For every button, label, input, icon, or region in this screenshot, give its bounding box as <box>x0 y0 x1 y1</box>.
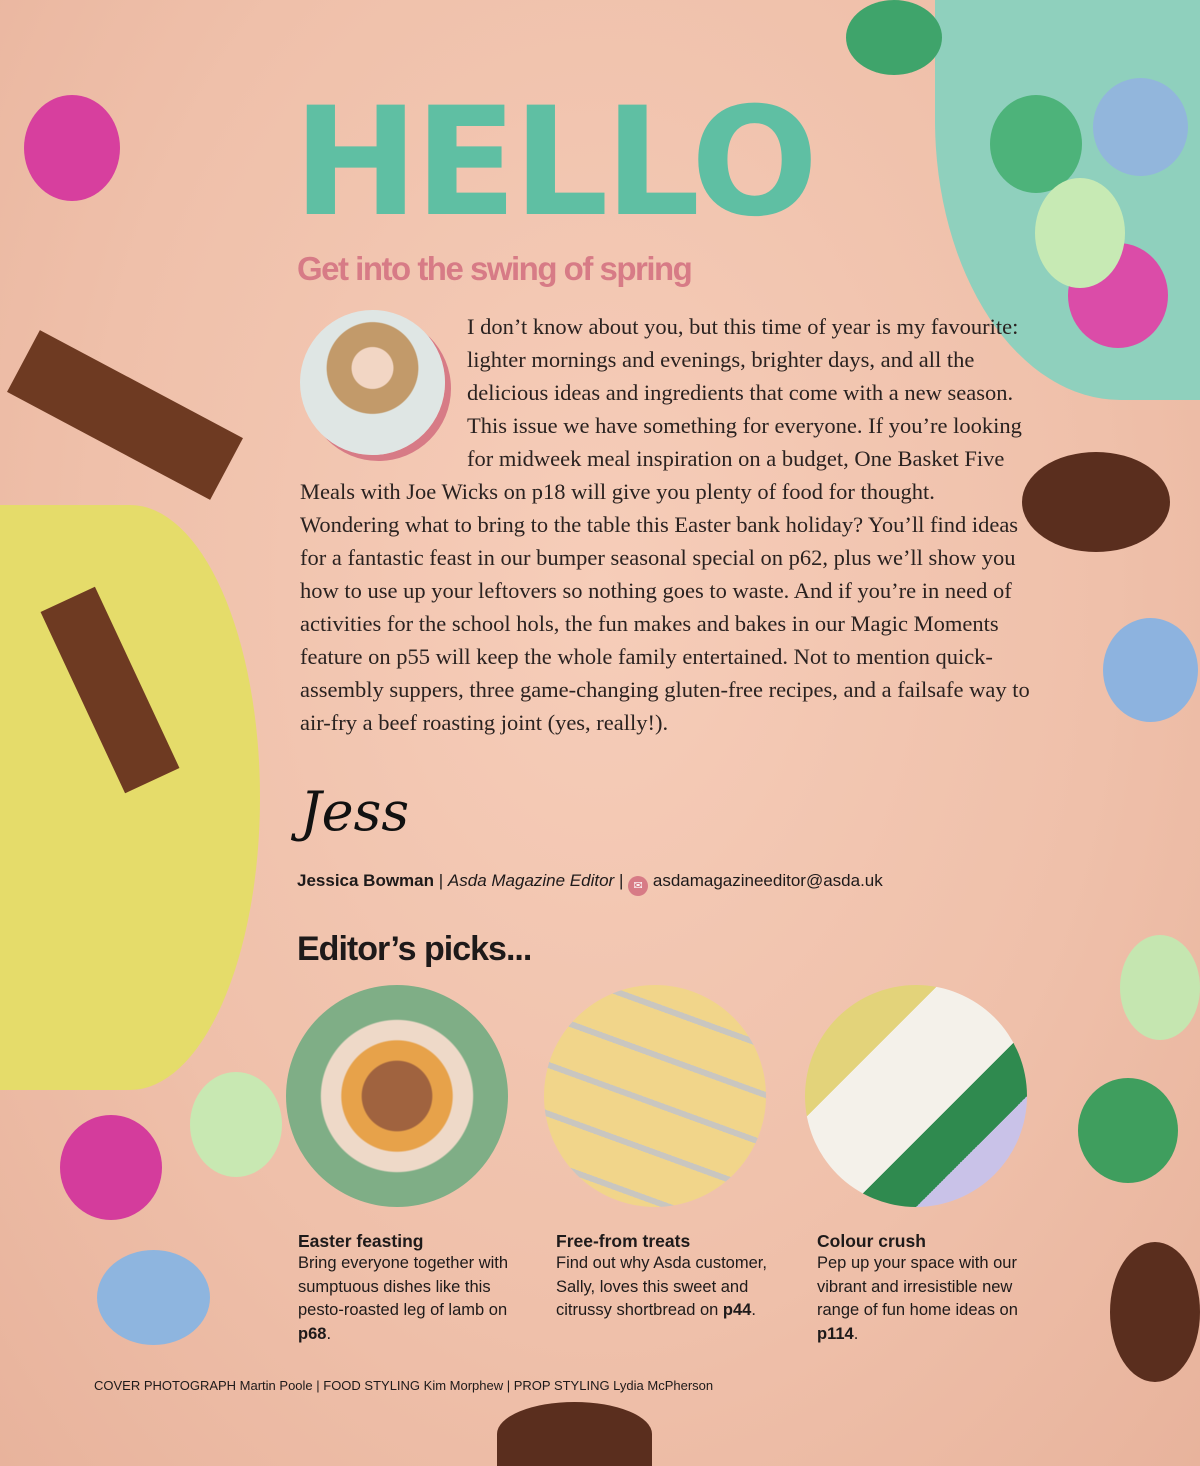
easter-egg <box>1103 618 1198 722</box>
byline <box>297 871 883 896</box>
bowl-decoration <box>0 505 260 1090</box>
pick-title: Free-from treats <box>556 1231 691 1251</box>
letter-body: I don’t know about you, but this time of year is my favourite: lighter mornings and evenings, brighter days, and all the delicious ideas and ingredients that come with a new season. This issue we have something for everyone. If you’re looking for midweek meal inspiration on a budget, One Basket Five Meals with Joe Wicks on p18 will give you plenty of food for thought. Wondering what to bring to the table this Easter bank holiday? You’ll find ideas for a fantastic feast in our bumper seasonal special on p62, plus we’ll show you how to use up your leftovers so nothing goes to waste. And if you’re in need of activities for the school hols, the fun makes and bakes in our Magic Moments feature on p55 will keep the whole family entertained. Not to mention quick-assembly suppers, three game-changing gluten-free recipes, and a failsafe way to air-fry a beef roasting joint (yes, really!). <box>300 314 1030 735</box>
editors-picks-heading: Editor’s picks... <box>297 930 532 968</box>
easter-egg <box>190 1072 282 1177</box>
page-ref: p68 <box>298 1324 327 1343</box>
pick-description: Bring everyone together with sumptuous dishes like this pesto-roasted leg of lamb on p68. <box>298 1254 509 1343</box>
easter-egg <box>1120 935 1200 1040</box>
easter-egg <box>1093 78 1188 176</box>
easter-egg <box>1110 1242 1200 1382</box>
page-ref: p44 <box>722 1301 752 1319</box>
editor-role: Asda Magazine Editor <box>447 871 615 890</box>
editor-avatar <box>300 310 445 455</box>
easter-egg <box>60 1115 162 1220</box>
easter-egg <box>1078 1078 1178 1183</box>
editor-name: Jessica Bowman <box>297 871 435 890</box>
pick-free-from-treats[interactable] <box>556 985 786 1323</box>
pick-title: Easter feasting <box>298 1231 424 1251</box>
pick-description: Pep up your space with our vibrant and irresistible new range of fun home ideas on p114. <box>817 1254 1018 1343</box>
easter-egg <box>497 1402 652 1466</box>
pick-title: Colour crush <box>817 1231 926 1251</box>
page-subtitle: Get into the swing of spring <box>297 250 692 287</box>
page-title: HELLO <box>293 76 815 250</box>
easter-egg <box>990 95 1082 193</box>
lamb-dish-image <box>286 985 508 1207</box>
separator: | <box>618 871 624 890</box>
photo-credits: COVER PHOTOGRAPH Martin Poole | FOOD STYLING Kim Morphew | PROP STYLING Lydia McPherson <box>94 1378 714 1393</box>
separator: | <box>438 871 444 890</box>
editor-email-link[interactable]: asdamagazineeditor@asda.uk <box>652 871 883 890</box>
easter-egg <box>1035 178 1125 288</box>
editor-letter <box>300 310 1035 739</box>
cushions-image <box>805 985 1027 1207</box>
editor-signature: Jess <box>300 780 410 843</box>
easter-egg <box>24 95 120 201</box>
page-ref: p114 <box>817 1324 854 1343</box>
shortbread-image <box>544 985 766 1207</box>
easter-egg <box>1022 452 1170 552</box>
email-icon: ✉ <box>628 876 648 896</box>
easter-egg <box>97 1250 210 1345</box>
easter-egg <box>846 0 942 75</box>
pick-easter-feasting[interactable] <box>298 985 528 1346</box>
pick-colour-crush[interactable] <box>817 985 1047 1346</box>
pick-description: Find out why Asda customer, Sally, loves this sweet and citrussy shortbread on p44. <box>556 1254 767 1319</box>
